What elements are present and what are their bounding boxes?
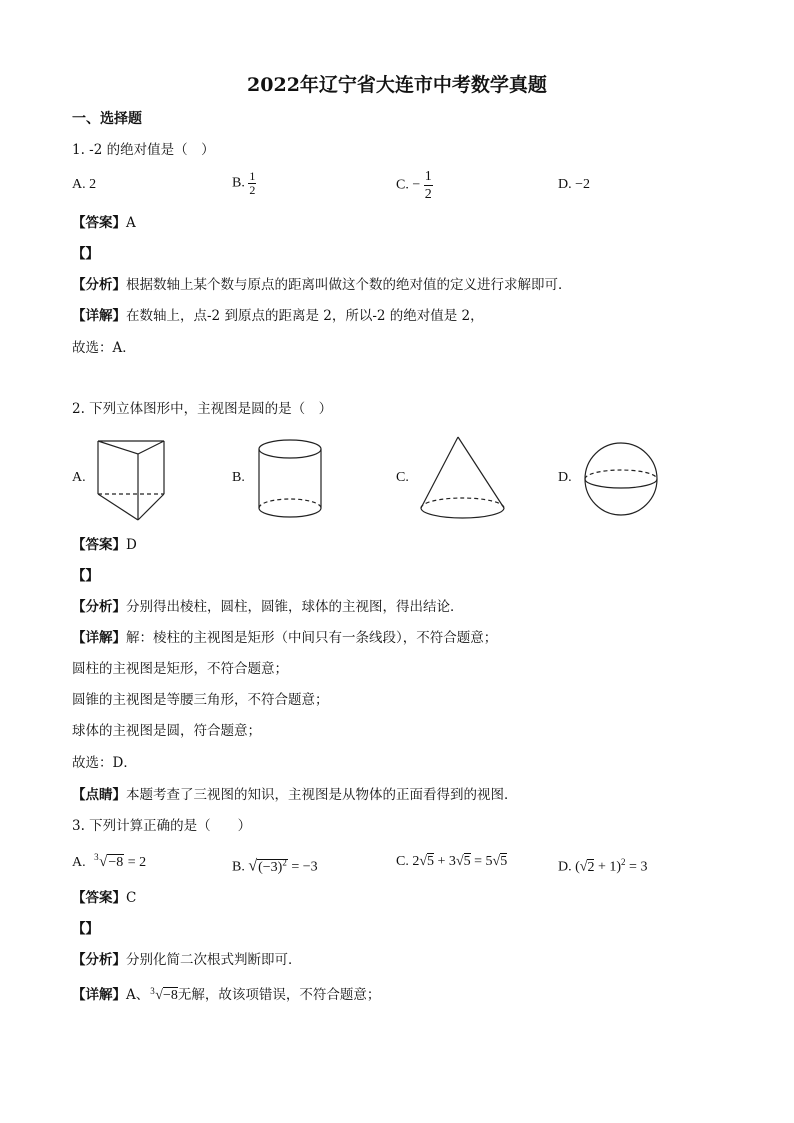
q3-detail-tag: 【详解】 (72, 987, 126, 1003)
q2-comment-text: 本题考查了三视图的知识，主视图是从物体的正面看得到的视图． (126, 787, 518, 803)
q2-detail (72, 629, 497, 647)
q3-analysis-text: 分别化简二次根式判断即可． (126, 952, 302, 968)
q1-empty-tag: 【】 (72, 246, 99, 262)
q3-option-c-radicand-1: 5 (427, 854, 435, 869)
q3-option-c (396, 853, 507, 871)
q1-option-c (396, 168, 433, 203)
q1-detail-tag: 【详解】 (72, 308, 126, 324)
q2-analysis (72, 598, 464, 616)
q3-option-d-result: = 3 (625, 859, 648, 875)
q1-option-c-sign: − (412, 177, 421, 193)
q2-comment (72, 786, 518, 804)
q2-stem: 2. 下列立体图形中，主视图是圆的是（ ） (72, 401, 333, 417)
radical-sign-icon: √ (455, 854, 464, 869)
q1-answer-value: A (126, 215, 136, 231)
q1-option-b-numerator: 1 (249, 169, 256, 183)
q3-detail-radicand: −8 (162, 988, 178, 1003)
q2-answer (72, 536, 137, 554)
q3-analysis (72, 951, 302, 969)
q3-option-d-middle: + 1) (594, 859, 622, 875)
q1-answer (72, 214, 136, 232)
q1-option-a-label: A. (72, 177, 86, 192)
q3-option-c-label: C. (396, 854, 409, 869)
q2-label-a: A. (72, 470, 86, 485)
radical-sign-icon: √ (579, 859, 588, 875)
q3-option-b-radicand-group (257, 859, 288, 875)
q2-empty-tag: 【】 (72, 568, 99, 584)
cylinder-bottom-back (259, 499, 321, 508)
q3-option-a-root-index: 3 (94, 852, 99, 862)
q3-option-d (558, 853, 647, 877)
q3-stem: 3. 下列计算正确的是（ ） (72, 818, 252, 834)
q3-detail-root-index: 3 (150, 986, 155, 996)
q2-detail-line-4: 球体的主视图是圆，符合题意； (72, 723, 261, 739)
q3-empty-tag: 【】 (72, 921, 99, 937)
q3-option-b-label: B. (232, 859, 245, 875)
q1-option-a (72, 176, 96, 194)
q1-conclusion: 故选：A． (72, 340, 136, 356)
cone-right-edge (458, 437, 504, 508)
q2-label-b: B. (232, 470, 245, 485)
q1-option-c-label: C. (396, 177, 409, 193)
q3-option-b (232, 853, 318, 877)
q1-analysis-tag: 【分析】 (72, 277, 126, 293)
q1-detail-text: 在数轴上，点-2 到原点的距离是 2，所以-2 的绝对值是 2， (126, 308, 484, 324)
q1-option-b-label: B. (232, 175, 245, 191)
q3-option-a-radicand: −8 (108, 855, 124, 870)
q3-option-b-result: = −3 (287, 859, 318, 875)
q3-answer-value: C (126, 890, 137, 906)
cylinder-bottom-front (259, 508, 321, 517)
q3-option-a-cube-root (94, 852, 124, 872)
q1-option-a-value: 2 (89, 177, 97, 192)
prism-bottom-front-right (138, 494, 164, 520)
prism-top-face (98, 441, 164, 454)
radical-sign-icon: √ (492, 854, 501, 869)
q3-option-d-radicand: 2 (587, 859, 595, 875)
q1-answer-tag: 【答案】 (72, 215, 126, 231)
q3-option-d-label: D. (558, 859, 572, 875)
q3-option-a-label: A. (72, 855, 86, 870)
prism-bottom-front-left (98, 494, 138, 520)
triangular-prism-figure (92, 436, 168, 522)
q1-analysis (72, 276, 572, 294)
cylinder-top-ellipse (259, 440, 321, 458)
q3-answer-tag: 【答案】 (72, 890, 126, 906)
q1-option-b-denominator: 2 (249, 183, 256, 197)
q3-detail (72, 986, 380, 1005)
cone-base-front (421, 508, 504, 518)
q3-option-d-open-paren: ( (575, 859, 580, 875)
cone-left-edge (421, 437, 458, 508)
q2-analysis-tag: 【分析】 (72, 599, 126, 615)
q3-option-b-radicand: (−3) (258, 859, 283, 875)
q2-answer-tag: 【答案】 (72, 537, 126, 553)
cone-figure (418, 434, 508, 524)
q1-option-d (558, 176, 590, 194)
q2-label-d: D. (558, 470, 572, 485)
q1-option-c-numerator: 1 (424, 169, 432, 184)
q1-option-b-fraction (248, 170, 256, 197)
q1-analysis-text: 根据数轴上某个数与原点的距离叫做这个数的绝对值的定义进行求解即可． (126, 277, 572, 293)
q3-detail-text: 无解，故该项错误，不符合题意； (177, 987, 381, 1003)
q1-option-c-denominator: 2 (424, 187, 432, 202)
q3-option-c-radicand-2: 5 (463, 854, 471, 869)
q1-option-c-fraction (424, 168, 433, 203)
q3-option-b-exponent: 2 (282, 857, 287, 867)
q2-detail-tag: 【详解】 (72, 630, 126, 646)
q2-detail-line-1: 解：棱柱的主视图是矩形（中间只有一条线段），不符合题意； (126, 630, 498, 646)
q3-option-c-coef-1: 2 (412, 854, 420, 869)
sphere-equator-back (585, 470, 657, 479)
q2-answer-value: D (126, 537, 137, 553)
q3-detail-cube-root (150, 986, 178, 1005)
q3-answer (72, 889, 136, 907)
q3-option-a (72, 853, 146, 872)
q1-detail (72, 307, 484, 325)
radical-sign-icon: √ (419, 854, 428, 869)
q2-analysis-text: 分别得出棱柱，圆柱，圆锥，球体的主视图，得出结论． (126, 599, 464, 615)
q2-detail-line-3: 圆锥的主视图是等腰三角形，不符合题意； (72, 692, 329, 708)
cone-base-back (421, 498, 504, 508)
sphere-outline (585, 443, 657, 515)
q3-detail-prefix: A、 (126, 987, 150, 1003)
q1-stem: 1. -2 的绝对值是（ ） (72, 142, 215, 158)
radical-sign-icon: √ (248, 857, 258, 875)
radical-sign-icon: √ (155, 988, 163, 1003)
q3-option-c-coef-3: = 5 (470, 854, 493, 869)
q1-option-b (232, 170, 256, 197)
q2-comment-tag: 【点睛】 (72, 787, 126, 803)
q3-analysis-tag: 【分析】 (72, 952, 126, 968)
q2-detail-line-2: 圆柱的主视图是矩形，不符合题意； (72, 661, 288, 677)
section-heading: 一、选择题 (72, 111, 142, 127)
q1-option-d-value: −2 (575, 177, 591, 192)
sphere-equator-front (585, 479, 657, 488)
q3-option-a-result: = 2 (124, 855, 147, 870)
sphere-figure (582, 440, 660, 518)
q1-option-d-label: D. (558, 177, 572, 192)
q3-option-c-coef-2: + 3 (434, 854, 456, 869)
q2-conclusion: 故选：D． (72, 755, 137, 771)
q2-label-c: C. (396, 470, 409, 485)
q3-option-c-radicand-3: 5 (500, 854, 508, 869)
cylinder-figure (255, 438, 325, 522)
page-title: 2022年辽宁省大连市中考数学真题 (247, 74, 547, 96)
radical-sign-icon: √ (99, 854, 108, 870)
q3-option-d-exponent: 2 (621, 857, 626, 867)
